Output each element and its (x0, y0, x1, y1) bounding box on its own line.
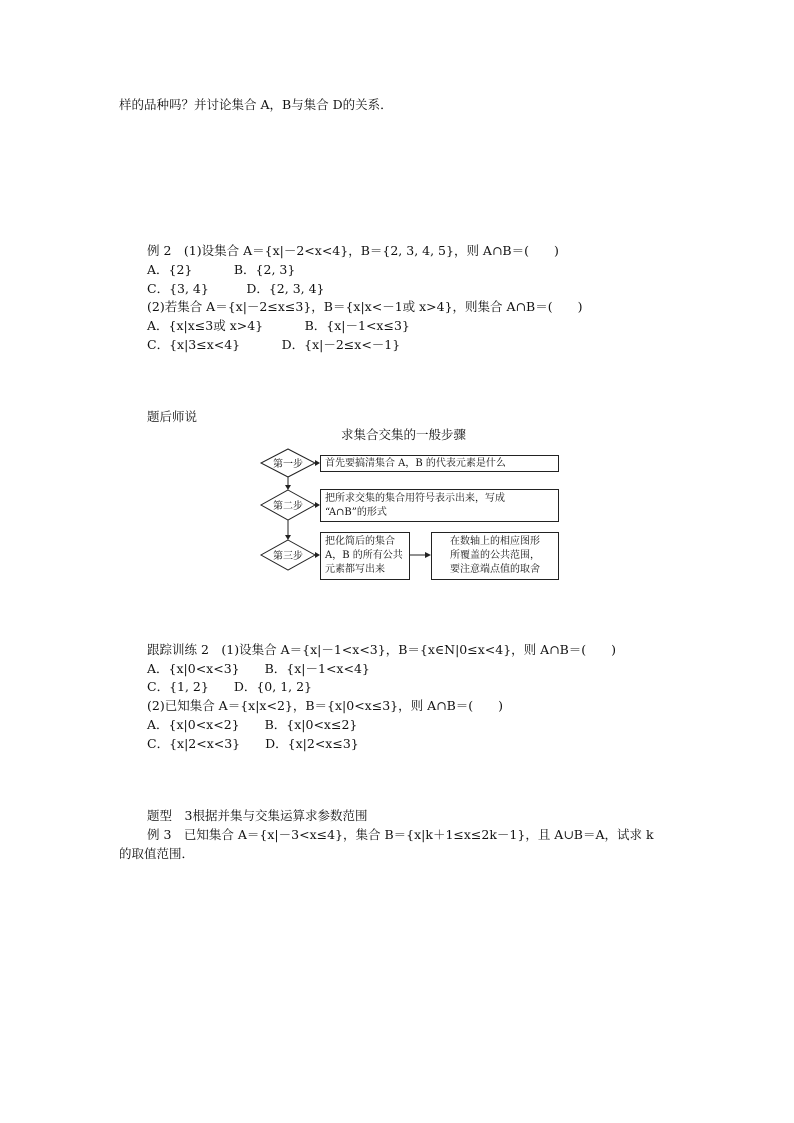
notes-heading: 题后师说 (147, 409, 198, 424)
step3a-text-line3: 元素都写出来 (325, 564, 385, 575)
example2-question2: (2)若集合 A＝{x|－2≤x≤3}，B＝{x|x<－1或 x>4}，则集合 A∩B＝( ) (147, 299, 583, 314)
practice2-q2-options-row2: C．{x|2<x<3} D．{x|2<x≤3} (147, 736, 359, 751)
practice2-question1: 跟踪训练 2 (1)设集合 A＝{x|－1<x<3}，B＝{x∈N|0≤x<4}，则 A∩B＝( ) (147, 642, 617, 657)
step2-text-line1: 把所求交集的集合用符号表示出来，写成 (325, 493, 505, 504)
step3a-text-line1: 把化简后的集合 (325, 536, 395, 547)
example3-line1: 例 3 已知集合 A＝{x|－3<x≤4}，集合 B＝{x|k＋1≤x≤2k－1}，且 A∪B＝A，试求 k (147, 827, 654, 842)
intro-text: 样的品种吗？并讨论集合 A，B与集合 D的关系． (119, 97, 393, 112)
practice2-q2-options-row1: A．{x|0<x<2} B．{x|0<x≤2} (147, 717, 358, 732)
flowchart-title: 求集合交集的一般步骤 (341, 427, 467, 442)
step3a-box (320, 532, 410, 580)
step1-text: 首先要搞清集合 A，B 的代表元素是什么 (325, 458, 506, 469)
step3b-text-line2: 所覆盖的公共范围， (450, 550, 540, 561)
arrow-2-3-head (285, 535, 291, 540)
step2-text-line2: “A∩B”的形式 (325, 507, 387, 518)
example2-q2-options-row1: A．{x|x≤3或 x>4} B．{x|－1<x≤3} (147, 318, 410, 333)
step3a-text-line2: A，B 的所有公共 (325, 550, 403, 561)
example2-q2-options-row2: C．{x|3≤x<4} D．{x|－2≤x<－1} (147, 337, 401, 352)
step3-label: 第三步 (273, 551, 303, 562)
practice2-q1-options-row1: A．{x|0<x<3} B．{x|－1<x<4} (147, 661, 370, 676)
flowchart (255, 445, 565, 585)
practice2-q1-options-row2: C．{1, 2} D．{0, 1, 2} (147, 679, 313, 694)
example3-line2: 的取值范围． (119, 846, 195, 861)
example2-q1-options-row1: A．{2} B．{2, 3} (147, 262, 296, 277)
example2-q1-options-row2: C．{3, 4} D．{2, 3, 4} (147, 281, 325, 296)
step3b-box (431, 532, 559, 580)
arrow-1-2-head (285, 485, 291, 490)
example2-question1: 例 2 (1)设集合 A＝{x|－2<x<4}，B＝{2, 3, 4, 5}，则 A∩B＝( ) (147, 243, 559, 258)
practice2-question2: (2)已知集合 A＝{x|x<2}，B＝{x|0<x≤3}，则 A∩B＝( ) (147, 698, 504, 713)
step1-box (320, 455, 559, 472)
step3b-text-line1: 在数轴上的相应图形 (450, 536, 540, 547)
step3b-text-line3: 要注意端点值的取舍 (450, 564, 540, 575)
step2-box (320, 489, 559, 522)
step2-label: 第二步 (273, 501, 303, 512)
type3-heading: 题型 3根据并集与交集运算求参数范围 (147, 808, 368, 823)
step1-label: 第一步 (273, 459, 303, 470)
